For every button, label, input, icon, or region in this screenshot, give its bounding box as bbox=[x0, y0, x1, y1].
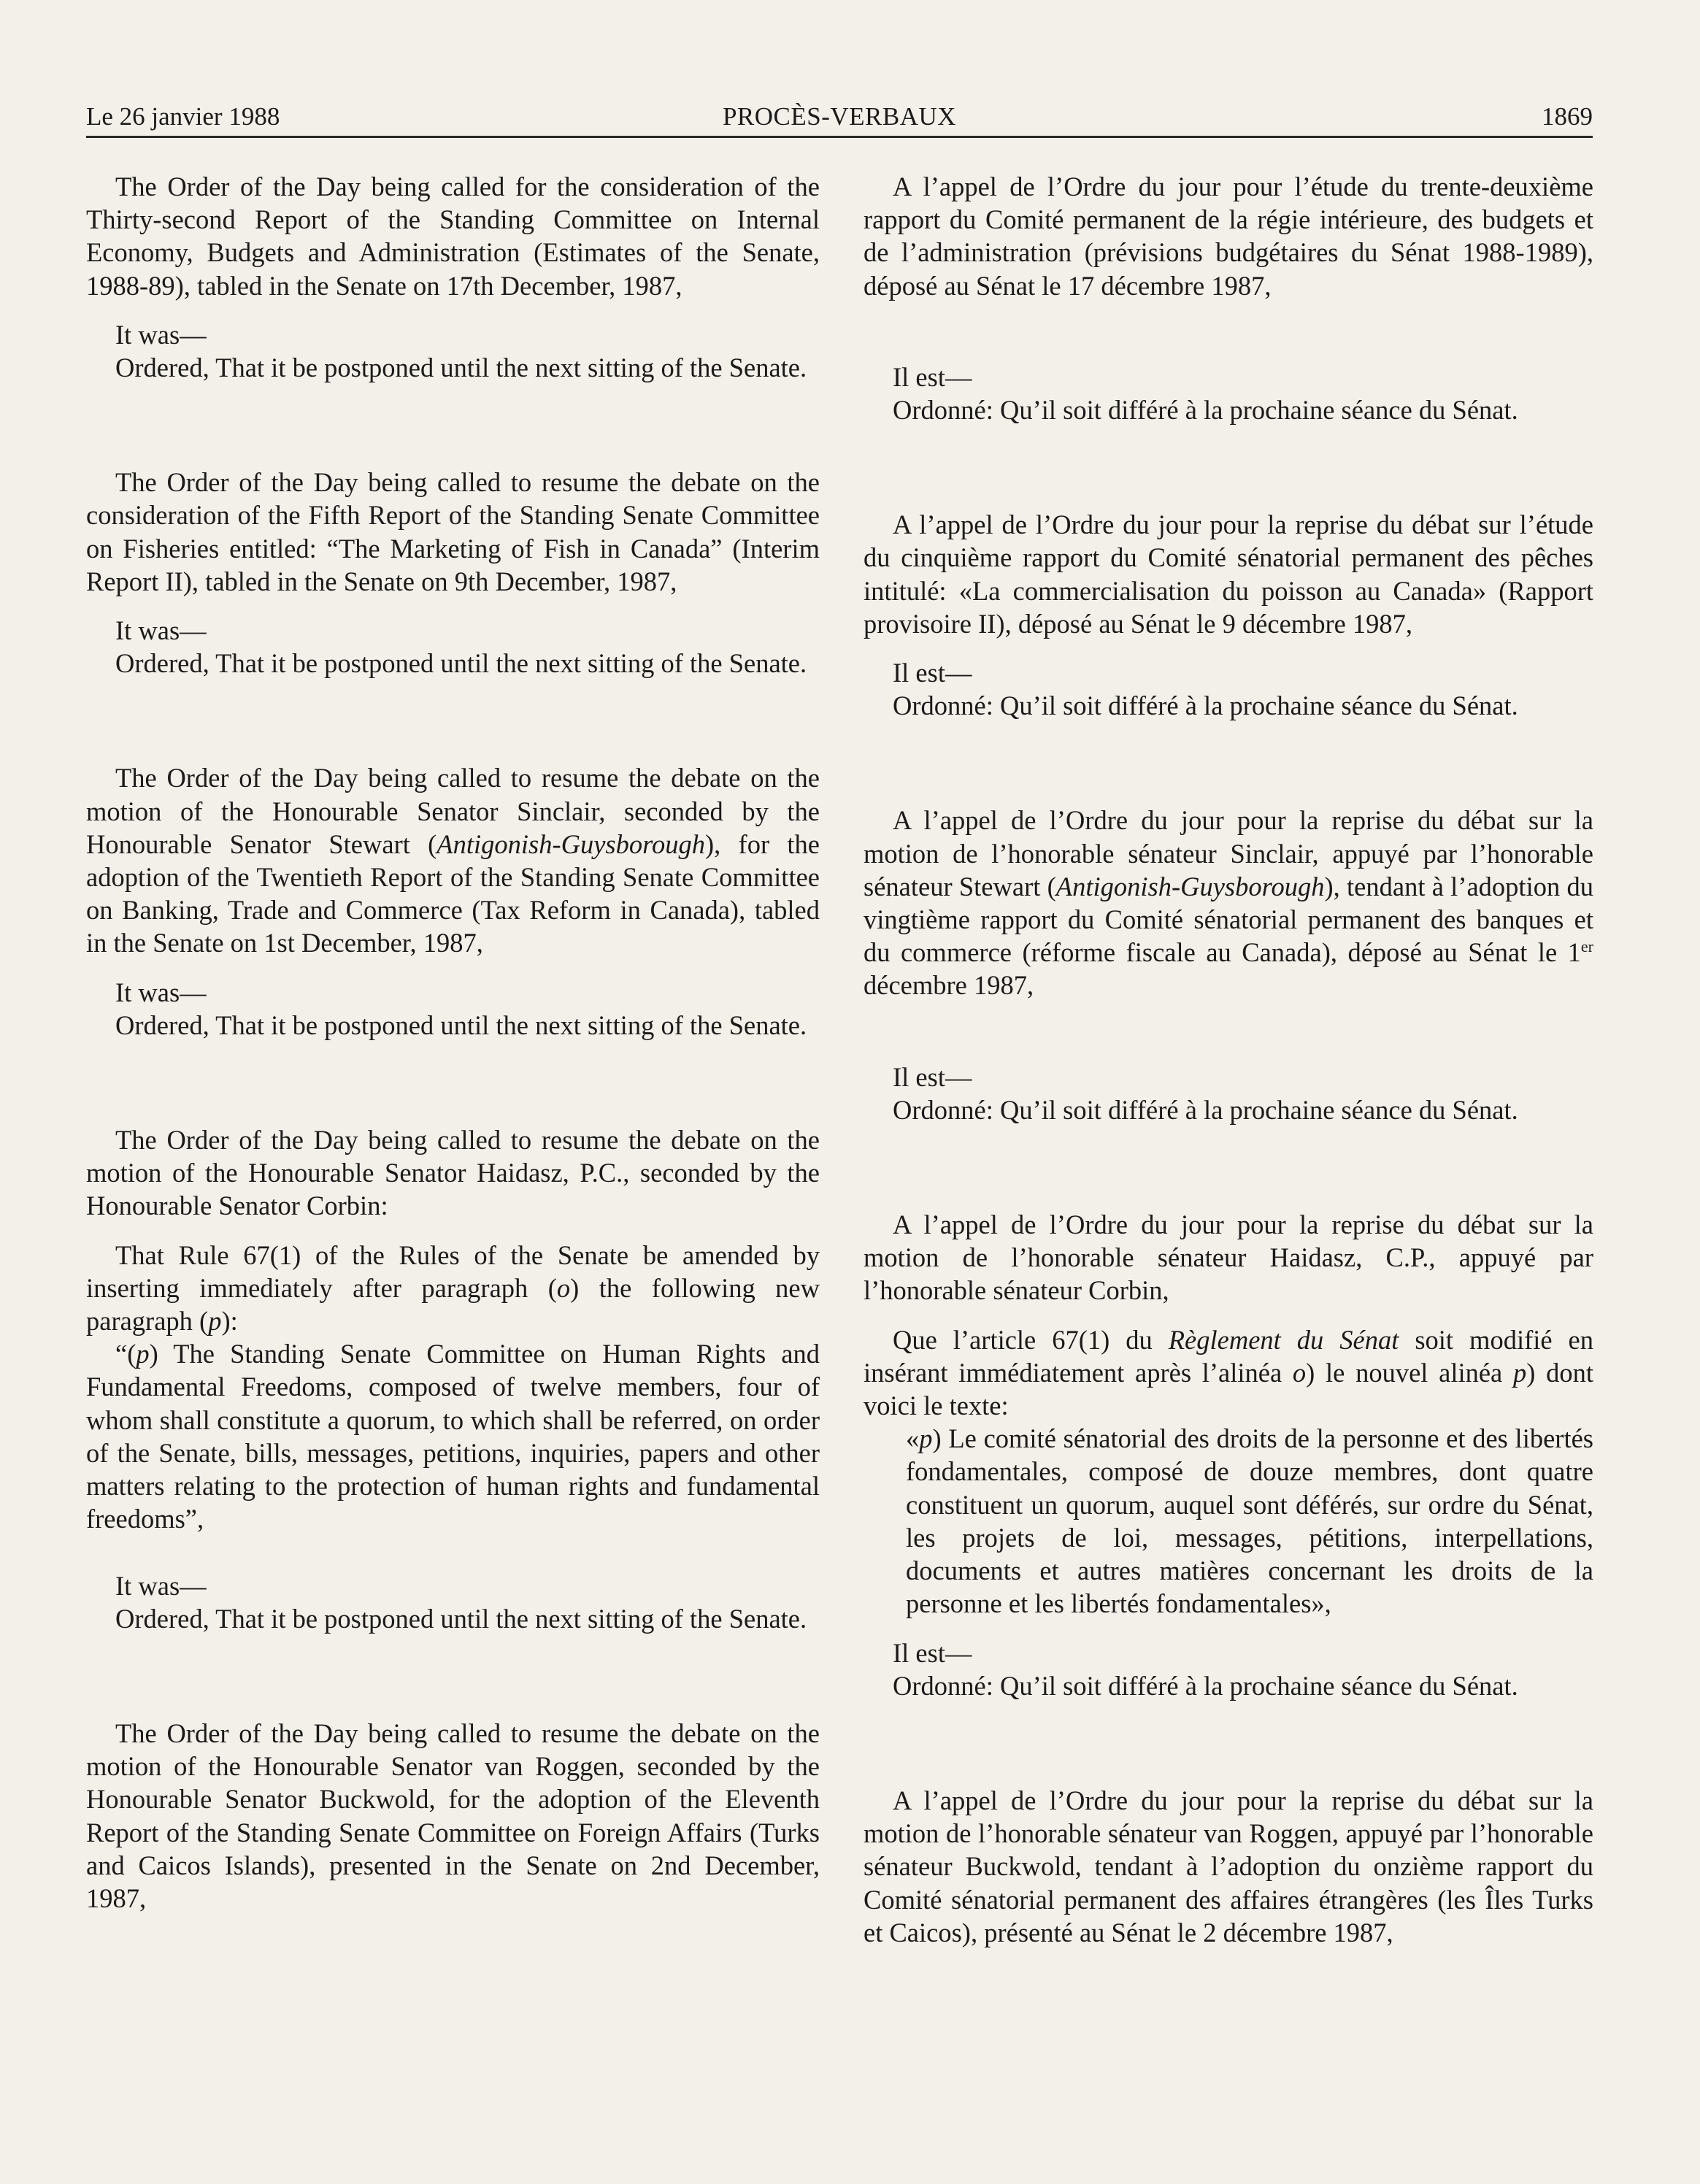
fr-order-4: A l’appel de l’Ordre du jour pour la reprise du débat sur la motion de l’honorable sénateur Haidasz, C.P., appuyé par l’honorable sénateur Corbin, bbox=[864, 1210, 1593, 1306]
en-new-paragraph-quote: “(p) The Standing Senate Committee on Human Rights and Fundamental Freedoms, composed of twelve members, four of whom shall constitute a quorum, to which shall be referred, on order of the Senate, bills, messages, petitions, inquiries, papers and other matters relating to the protection of human rights and fundamental freedoms”, bbox=[86, 1339, 820, 1534]
en-order-1: The Order of the Day being called for the consideration of the Thirty-second Report of the Standing Committee on Internal Economy, Budgets and Administration (Estimates of the Senate, 1988-89), tabled in the Senate on 17th December, 1987, bbox=[86, 172, 820, 301]
en-order-4: The Order of the Day being called to resume the debate on the motion of the Honourable Senator Haidasz, P.C., seconded by the Honourable Senator Corbin: bbox=[86, 1125, 820, 1221]
fr-ordonne-4: Ordonné: Qu’il soit différé à la prochaine séance du Sénat. bbox=[893, 1670, 1518, 1701]
fr-ordonne-3: Ordonné: Qu’il soit différé à la prochaine séance du Sénat. bbox=[893, 1094, 1518, 1125]
fr-ordonne-1: Ordonné: Qu’il soit différé à la prochaine séance du Sénat. bbox=[893, 395, 1518, 426]
english-column bbox=[86, 170, 820, 1915]
en-ordered-3: Ordered, That it be postponed until the next sitting of the Senate. bbox=[115, 1010, 807, 1040]
fr-rule-amendment: Que l’article 67(1) du Règlement du Sénat soit modifié en insérant immédiatement après l’alinéa o) le nouvel alinéa p) dont voici le texte: bbox=[864, 1324, 1594, 1421]
header-title: PROCÈS-VERBAUX bbox=[722, 102, 957, 131]
en-order-2: The Order of the Day being called to resume the debate on the consideration of the Fifth Report of the Standing Senate Committee on Fisheries entitled: “The Marketing of Fish in Canada” (Interim Report II), tabled in the Senate on 9th December, 1987, bbox=[86, 467, 820, 596]
fr-il-est-4: Il est— bbox=[893, 1637, 972, 1668]
french-column bbox=[864, 170, 1593, 1949]
en-it-was-4: It was— bbox=[115, 1570, 207, 1601]
running-header bbox=[86, 99, 1593, 138]
fr-order-1: A l’appel de l’Ordre du jour pour l’étude du trente-deuxième rapport du Comité permanent de la régie intérieure, des budgets et de l’administration (prévisions budgétaires du Sénat 1988-1989), déposé au Sénat le 17 décembre 1987, bbox=[864, 172, 1593, 301]
en-ordered-4: Ordered, That it be postponed until the next sitting of the Senate. bbox=[115, 1603, 807, 1634]
fr-il-est-1: Il est— bbox=[893, 361, 972, 392]
en-it-was-2: It was— bbox=[115, 615, 207, 646]
fr-new-paragraph-quote: «p) Le comité sénatorial des droits de la personne et des libertés fondamentales, composé de douze membres, dont quatre constituent un quorum, auquel sont déférés, sur ordre du Sénat, les projets de loi, messages, pétitions, interpellations, documents et autres matières concernant les droits de la personne et les libertés fondamentales», bbox=[906, 1423, 1593, 1619]
fr-order-3: A l’appel de l’Ordre du jour pour la reprise du débat sur la motion de l’honorable sénateur Sinclair, appuyé par l’honorable sénateur Stewart (Antigonish-Guysborough), tendant à l’adoption du vingtième rapport du Comité sénatorial permanent des banques et du commerce (réforme fiscale au Canada), déposé au Sénat le 1er décembre 1987, bbox=[864, 805, 1593, 1001]
en-it-was-3: It was— bbox=[115, 977, 207, 1007]
en-order-5: The Order of the Day being called to resume the debate on the motion of the Honourable Senator van Roggen, seconded by the Honourable Senator Buckwold, for the adoption of the Eleventh Report of the Standing Senate Committee on Foreign Affairs (Turks and Caicos Islands), presented in the Senate on 2nd December, 1987, bbox=[86, 1718, 820, 1913]
fr-order-2: A l’appel de l’Ordre du jour pour la reprise du débat sur l’étude du cinquième rapport du Comité sénatorial permanent des pêches intitulé: «La commercialisation du poisson au Canada» (Rapport provisoire II), déposé au Sénat le 9 décembre 1987, bbox=[864, 510, 1593, 639]
fr-order-5: A l’appel de l’Ordre du jour pour la reprise du débat sur la motion de l’honorable sénateur van Roggen, appuyé par l’honorable sénateur Buckwold, tendant à l’adoption du onzième rapport du Comité sénatorial permanent des affaires étrangères (les Îles Turks et Caicos), présenté au Sénat le 2 décembre 1987, bbox=[864, 1785, 1593, 1947]
en-ordered-2: Ordered, That it be postponed until the next sitting of the Senate. bbox=[115, 648, 807, 679]
en-ordered-1: Ordered, That it be postponed until the next sitting of the Senate. bbox=[115, 353, 807, 383]
en-order-3: The Order of the Day being called to resume the debate on the motion of the Honourable Senator Sinclair, seconded by the Honourable Senator Stewart (Antigonish-Guysborough), for the adoption of the Twentieth Report of the Standing Senate Committee on Banking, Trade and Commerce (Tax Reform in Canada), tabled in the Senate on 1st December, 1987, bbox=[86, 763, 820, 958]
fr-ordonne-2: Ordonné: Qu’il soit différé à la prochaine séance du Sénat. bbox=[893, 691, 1518, 721]
en-it-was-1: It was— bbox=[115, 319, 207, 350]
fr-il-est-3: Il est— bbox=[893, 1061, 972, 1092]
page-number: 1869 bbox=[1542, 102, 1593, 131]
en-rule-amendment: That Rule 67(1) of the Rules of the Senate be amended by inserting immediately after paragraph (o) the following new paragraph (p): bbox=[86, 1239, 820, 1337]
header-date: Le 26 janvier 1988 bbox=[86, 102, 280, 131]
fr-il-est-2: Il est— bbox=[893, 658, 972, 688]
